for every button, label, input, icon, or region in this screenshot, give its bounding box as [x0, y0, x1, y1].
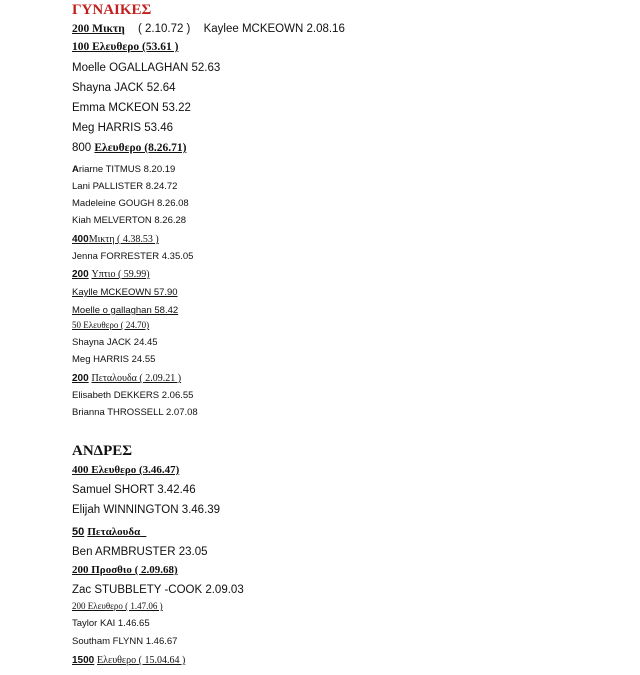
- qualifying-time: ( 2.10.72 ): [137, 23, 191, 35]
- men-heading: ΑΝΔΡΕΣ: [72, 443, 133, 459]
- women-event-100-free: 100 Ελευθερο (53.61 ): [72, 41, 179, 53]
- event-label: Πεταλουδα ( 2.09.21 ): [91, 373, 182, 384]
- event-label: 200 Μικτη: [72, 23, 125, 35]
- men-event-1500-free: [72, 655, 185, 666]
- women-event-800-free: [72, 142, 186, 154]
- women-event-200-back: [72, 269, 150, 280]
- women-line-200-medley: [72, 23, 345, 35]
- swimmer-name-time: riarne TITMUS 8.20.19: [78, 164, 176, 175]
- event-distance: 200: [72, 269, 89, 280]
- swimmer-result: Madeleine GOUGH 8.26.08: [72, 198, 189, 209]
- swimmer-result: Kaylle MCKEOWN 57.90: [72, 287, 178, 298]
- women-event-50-free: 50 Ελευθερο ( 24.70): [72, 320, 150, 330]
- men-event-200-free: 200 Ελευθερο ( 1.47.06 ): [72, 601, 163, 611]
- event-distance: 200: [72, 373, 89, 384]
- swimmer-result: Kiah MELVERTON 8.26.28: [72, 215, 187, 226]
- event-label: Μικτη ( 4.38.53 ): [88, 234, 159, 245]
- women-event-200-fly: [72, 373, 181, 384]
- swimmer-result: Kaylee MCKEOWN 2.08.16: [203, 23, 345, 35]
- swimmer-result: Lani PALLISTER 8.24.72: [72, 181, 178, 192]
- swimmer-result: Emma MCKEON 53.22: [72, 102, 191, 114]
- event-label: Ελευθερο ( 15.04.64 ): [97, 655, 186, 666]
- swimmer-result: Jenna FORRESTER 4.35.05: [72, 251, 194, 262]
- swimmer-result: [72, 164, 175, 175]
- swimmer-result: Southam FLYNN 1.46.67: [72, 636, 178, 647]
- swimmer-result: Ben ARMBRUSTER 23.05: [72, 546, 208, 558]
- women-heading: ΓΥΝΑΙΚΕΣ: [72, 2, 152, 18]
- event-distance: 1500: [72, 655, 95, 666]
- swimmer-result: Moelle o gallaghan 58.42: [72, 305, 179, 316]
- swimmer-result: Samuel SHORT 3.42.46: [72, 484, 196, 496]
- men-event-50-fly: [72, 526, 146, 538]
- swimmer-result: Moelle OGALLAGHAN 52.63: [72, 62, 221, 74]
- event-distance: 800: [72, 142, 92, 154]
- swimmer-result: Shayna JACK 24.45: [72, 337, 158, 348]
- event-distance: 400: [72, 234, 89, 245]
- men-event-400-free: 400 Ελευθερο (3.46.47): [72, 464, 180, 476]
- swimmer-result: Elisabeth DEKKERS 2.06.55: [72, 390, 194, 401]
- event-distance: 50: [72, 526, 85, 538]
- swimmer-result: Brianna THROSSELL 2.07.08: [72, 407, 198, 418]
- swimmer-result: Meg HARRIS 24.55: [72, 354, 156, 365]
- swimmer-initial: A: [72, 164, 79, 175]
- swimmer-result: Shayna JACK 52.64: [72, 82, 176, 94]
- event-label: Πεταλουδα: [87, 526, 141, 538]
- swimmer-result: Zac STUBBLETY -COOK 2.09.03: [72, 584, 244, 596]
- men-event-200-breast: 200 Προσθιο ( 2.09.68): [72, 564, 178, 576]
- women-event-400-medley: [72, 234, 159, 245]
- swimmer-result: Taylor KAI 1.46.65: [72, 618, 150, 629]
- swimmer-result: Elijah WINNINGTON 3.46.39: [72, 504, 221, 516]
- event-label: Υπτιο ( 59.99): [91, 269, 150, 280]
- event-label: Ελευθερο (8.26.71): [94, 142, 187, 154]
- swimmer-result: Meg HARRIS 53.46: [72, 122, 173, 134]
